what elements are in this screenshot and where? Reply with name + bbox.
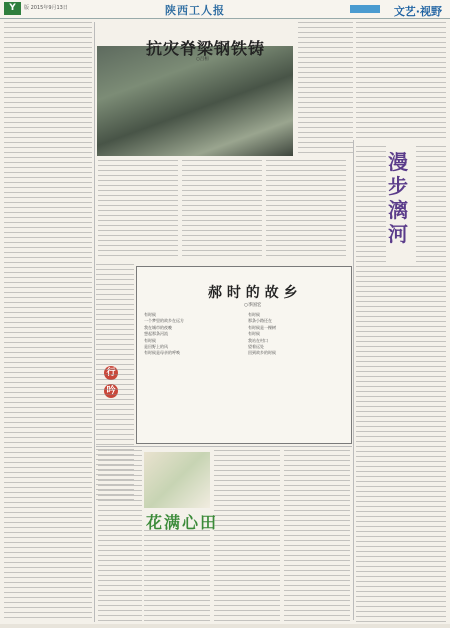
feature-byline: ○吕桓: [196, 57, 209, 62]
section-name: 文艺·视野: [393, 5, 442, 18]
poem-line: 想起那条河流: [144, 331, 168, 337]
poem-line: 有时候是一棵树: [248, 324, 276, 330]
poem-line: 望着远处: [248, 344, 264, 350]
article-column-4: [266, 160, 346, 258]
article-column-9: [416, 146, 446, 262]
article-column-14: [284, 450, 350, 622]
article-column-13: [214, 450, 280, 622]
column-divider: [353, 140, 354, 620]
poem-lines-right: [248, 312, 276, 357]
page-footer: [0, 624, 450, 628]
poem-byline: ○李国宏: [244, 303, 262, 308]
poem-title: 郝 时 的 故 乡: [208, 285, 298, 301]
article-column-11: [98, 450, 142, 622]
poem-line: 是田野上的风: [144, 344, 168, 350]
poem-line: 有时候: [248, 331, 260, 337]
badge-yin: 吟: [104, 384, 118, 398]
poem-line: 有时候: [144, 312, 156, 317]
article-column-6: [356, 22, 446, 138]
article-column-5: [298, 22, 353, 154]
poem-lines-left: [144, 312, 184, 357]
column-divider: [94, 22, 95, 622]
section-letter-badge: Y: [4, 2, 21, 15]
page-header: [0, 0, 450, 19]
feature-photo: [97, 46, 293, 156]
poem-line: 一个梦里的故乡在远方: [144, 318, 184, 324]
poem-line: 有时候: [248, 312, 260, 317]
article-column-10: [356, 266, 446, 622]
article-column-2: [98, 160, 178, 258]
section-bar: [350, 5, 380, 13]
poem-line: 有时候是母亲的呼唤: [144, 350, 180, 356]
side-feature-title: 漫步漓河: [388, 150, 408, 246]
poem-line: 我站在村口: [248, 337, 268, 343]
feature-title: 抗灾脊梁钢铁铸: [146, 39, 266, 58]
row-divider: [96, 446, 352, 447]
bottom-feature-title: 花满心田: [146, 513, 219, 532]
poem-line: 我在城市的夜晚: [144, 324, 172, 330]
article-column-12: [144, 530, 210, 622]
newspaper-masthead: 陕西工人报: [165, 4, 225, 17]
poem-line: 有时候: [144, 337, 156, 343]
page-meta: 版 2015年9月13日: [24, 5, 68, 11]
flower-illustration: [144, 452, 210, 508]
article-column-1: [4, 22, 92, 622]
article-column-8: [356, 146, 386, 262]
article-column-3: [182, 160, 262, 258]
poem-line: 那条小路还在: [248, 318, 272, 324]
badge-xing: 行: [104, 366, 118, 380]
poem-line: 回到故乡的时候: [248, 350, 276, 356]
